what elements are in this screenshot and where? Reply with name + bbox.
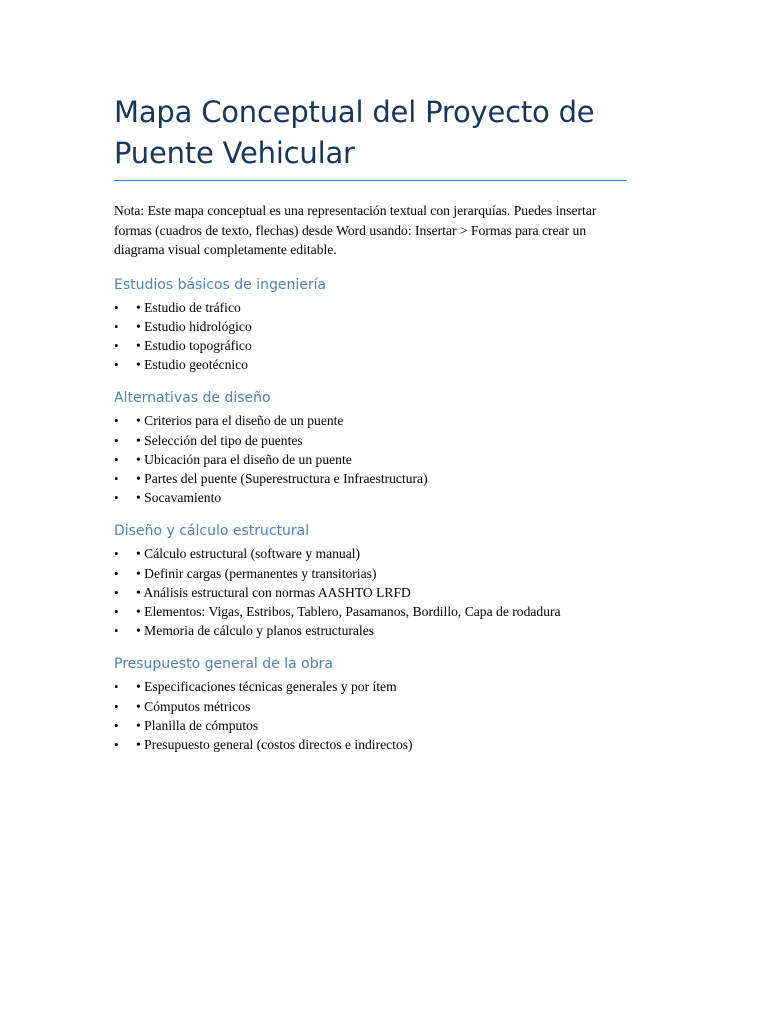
list-item-text: • Cómputos métricos bbox=[136, 698, 251, 714]
section-heading: Diseño y cálculo estructural bbox=[114, 523, 310, 540]
list-item bbox=[114, 488, 628, 507]
section-1 bbox=[114, 276, 628, 375]
section-4 bbox=[114, 655, 628, 754]
bullet-icon: • bbox=[114, 736, 119, 752]
list-item bbox=[114, 431, 628, 450]
list-item bbox=[114, 735, 628, 754]
list-item bbox=[114, 469, 628, 488]
list-item-text: • Ubicación para el diseño de un puente bbox=[136, 451, 352, 467]
list-item-text: • Estudio geotécnico bbox=[136, 357, 248, 373]
section-3 bbox=[114, 522, 628, 640]
list-item bbox=[114, 336, 628, 355]
note-paragraph: Nota: Este mapa conceptual es una representación textual con jerarquías. Puedes insertar formas (cuadros de texto, flechas) desde Word usando: Insertar > Formas para crear un diagrama visual completamente editable. bbox=[114, 203, 597, 257]
bullet-icon: • bbox=[114, 490, 119, 506]
bullet-icon: • bbox=[114, 679, 119, 695]
list-item-text: • Estudio de tráfico bbox=[136, 299, 241, 315]
section-list bbox=[114, 677, 628, 754]
section-heading: Presupuesto general de la obra bbox=[114, 656, 333, 673]
bullet-icon: • bbox=[114, 337, 119, 353]
bullet-icon: • bbox=[114, 546, 119, 562]
list-item bbox=[114, 564, 628, 583]
bullet-icon: • bbox=[114, 470, 119, 486]
document-title bbox=[114, 92, 628, 178]
list-item-text: • Análisis estructural con normas AASHTO LRFD bbox=[136, 584, 411, 600]
bullet-icon: • bbox=[114, 432, 119, 448]
section-list bbox=[114, 411, 628, 507]
list-item-text: • Estudio hidrológico bbox=[136, 318, 252, 334]
bullet-icon: • bbox=[114, 451, 119, 467]
list-item bbox=[114, 450, 628, 469]
list-item-text: • Memoria de cálculo y planos estructurales bbox=[136, 623, 375, 639]
document-title-line-1: Mapa Conceptual del Proyecto de bbox=[114, 95, 595, 129]
list-item-text: • Elementos: Vigas, Estribos, Tablero, Pasamanos, Bordillo, Capa de rodadura bbox=[136, 603, 561, 619]
list-item-text: • Selección del tipo de puentes bbox=[136, 432, 303, 448]
sections-container bbox=[114, 276, 628, 755]
list-item bbox=[114, 716, 628, 735]
section-2 bbox=[114, 389, 628, 507]
list-item-text: • Presupuesto general (costos directos e indirectos) bbox=[136, 736, 413, 752]
section-list bbox=[114, 544, 628, 640]
list-item-text: • Planilla de cómputos bbox=[136, 717, 259, 733]
document-page bbox=[114, 92, 628, 754]
bullet-icon: • bbox=[114, 565, 119, 581]
list-item-text: • Partes del puente (Superestructura e Infraestructura) bbox=[136, 470, 428, 486]
bullet-icon: • bbox=[114, 318, 119, 334]
list-item bbox=[114, 317, 628, 336]
bullet-icon: • bbox=[114, 584, 119, 600]
bullet-icon: • bbox=[114, 357, 119, 373]
list-item bbox=[114, 411, 628, 430]
bullet-icon: • bbox=[114, 603, 119, 619]
bullet-icon: • bbox=[114, 413, 119, 429]
list-item bbox=[114, 583, 628, 602]
list-item bbox=[114, 298, 628, 317]
list-item-text: • Estudio topográfico bbox=[136, 337, 252, 353]
section-heading: Estudios básicos de ingeniería bbox=[114, 276, 327, 293]
list-item-text: • Criterios para el diseño de un puente bbox=[136, 413, 344, 429]
list-item bbox=[114, 621, 628, 640]
list-item bbox=[114, 544, 628, 563]
list-item bbox=[114, 602, 628, 621]
bullet-icon: • bbox=[114, 698, 119, 714]
list-item-text: • Definir cargas (permanentes y transitorias) bbox=[136, 565, 377, 581]
document-title-line-2: Puente Vehicular bbox=[114, 136, 355, 170]
list-item-text: • Especificaciones técnicas generales y por ítem bbox=[136, 679, 397, 695]
list-item-text: • Socavamiento bbox=[136, 490, 222, 506]
title-divider bbox=[114, 180, 627, 181]
list-item bbox=[114, 677, 628, 696]
list-item-text: • Cálculo estructural (software y manual) bbox=[136, 546, 361, 562]
bullet-icon: • bbox=[114, 717, 119, 733]
section-list bbox=[114, 298, 628, 375]
bullet-icon: • bbox=[114, 299, 119, 315]
bullet-icon: • bbox=[114, 623, 119, 639]
section-heading: Alternativas de diseño bbox=[114, 390, 271, 407]
list-item bbox=[114, 355, 628, 374]
list-item bbox=[114, 697, 628, 716]
